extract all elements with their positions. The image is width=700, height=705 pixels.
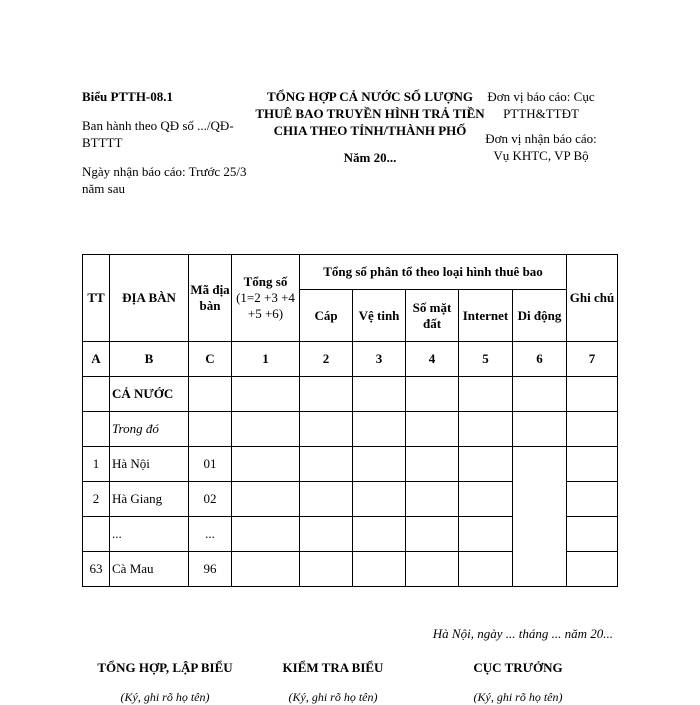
row-code: 02 [189, 482, 232, 517]
form-header-right [482, 88, 600, 172]
signer-director [433, 660, 603, 705]
receiving-unit: Đơn vị nhận báo cáo: Vụ KHTC, VP Bộ [485, 131, 597, 163]
row-name: Cà Mau [110, 552, 189, 587]
date-line: Hà Nội, ngày ... tháng ... năm 20... [432, 626, 613, 641]
col-header-satellite: Vệ tinh [353, 290, 406, 342]
of-which-row [83, 412, 618, 447]
signer-title: TỔNG HỢP, LẬP BIỂU [97, 660, 233, 675]
col-header-area-code: Mã địa bàn [189, 255, 232, 342]
form-title: TỔNG HỢP CẢ NƯỚC SỐ LƯỢNG THUÊ BAO TRUYỀN HÌNH TRẢ TIỀN CHIA THEO TỈNH/THÀNH PHỐ [255, 89, 485, 138]
index-cell: A [83, 342, 110, 377]
signer-note: (Ký, ghi rõ họ tên) [288, 690, 378, 704]
subscriber-table [82, 254, 618, 587]
mobile-merged-cell [513, 447, 567, 587]
row-name: ... [110, 517, 189, 552]
col-header-cable: Cáp [300, 290, 353, 342]
row-name: Hà Giang [110, 482, 189, 517]
reporting-unit: Đơn vị báo cáo: Cục PTTH&TTĐT [487, 89, 595, 121]
col-header-tt: TT [83, 255, 110, 342]
index-cell: 7 [567, 342, 618, 377]
row-name: Hà Nội [110, 447, 189, 482]
row-tt: 2 [83, 482, 110, 517]
col-header-note: Ghi chú [567, 255, 618, 342]
index-cell: 3 [353, 342, 406, 377]
row-tt: 1 [83, 447, 110, 482]
index-cell: 5 [459, 342, 513, 377]
row-tt: 63 [83, 552, 110, 587]
col-header-internet: Internet [459, 290, 513, 342]
index-cell: 6 [513, 342, 567, 377]
row-code: 01 [189, 447, 232, 482]
of-which-label: Trong đó [110, 412, 189, 447]
total-formula: (1=2 +3 +4 +5 +6) [236, 290, 295, 321]
index-cell: 1 [232, 342, 300, 377]
index-cell: B [110, 342, 189, 377]
row-tt [83, 517, 110, 552]
index-cell: 2 [300, 342, 353, 377]
issued-by: Ban hành theo QĐ số .../QĐ-BTTTT [82, 118, 234, 150]
form-header-center [255, 88, 485, 166]
row-code: 96 [189, 552, 232, 587]
signer-compiler [80, 660, 250, 705]
index-row [83, 342, 618, 377]
national-label: CẢ NƯỚC [110, 377, 189, 412]
form-code: Biểu PTTH-08.1 [82, 89, 174, 104]
col-header-breakdown: Tổng số phân tổ theo loại hình thuê bao [300, 255, 567, 290]
receive-date: Ngày nhận báo cáo: Trước 25/3 năm sau [82, 164, 247, 196]
form-year: Năm 20... [343, 150, 397, 165]
col-header-mobile: Di động [513, 290, 567, 342]
col-header-area: ĐỊA BÀN [110, 255, 189, 342]
header-row-1 [83, 255, 618, 290]
total-label: Tổng số [243, 274, 288, 289]
table-row [83, 447, 618, 482]
col-header-terrestrial: Số mặt đất [406, 290, 459, 342]
signer-title: KIỂM TRA BIỂU [282, 660, 384, 675]
signer-note: (Ký, ghi rõ họ tên) [473, 690, 563, 704]
row-code: ... [189, 517, 232, 552]
col-header-total [232, 255, 300, 342]
signer-note: (Ký, ghi rõ họ tên) [120, 690, 210, 704]
index-cell: C [189, 342, 232, 377]
national-row [83, 377, 618, 412]
index-cell: 4 [406, 342, 459, 377]
signer-title: CỤC TRƯỞNG [473, 660, 563, 675]
form-header-left [82, 88, 257, 209]
signer-checker [248, 660, 418, 705]
